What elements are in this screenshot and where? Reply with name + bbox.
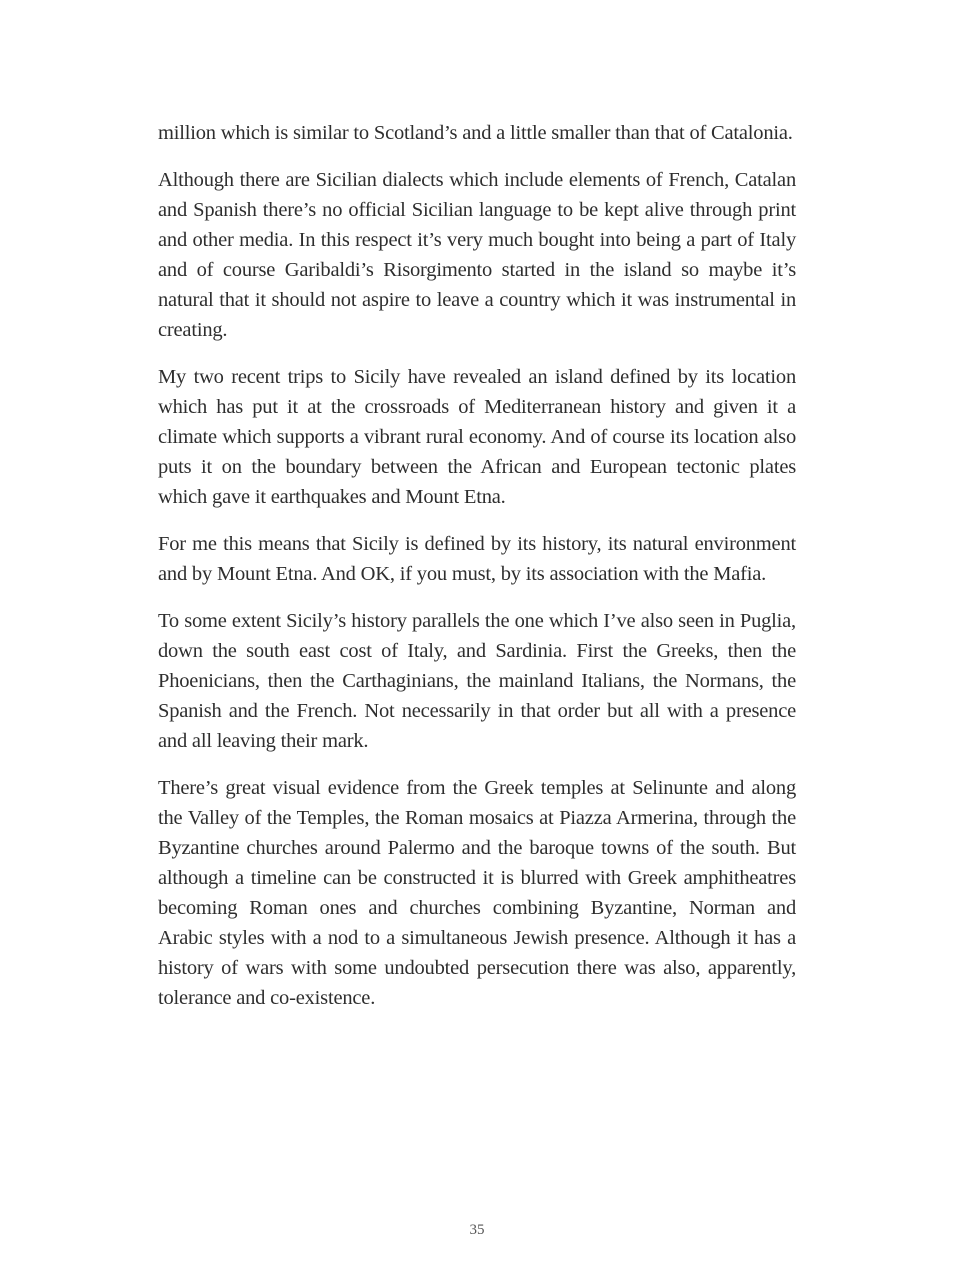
paragraph-defined-by: For me this means that Sicily is defined by its history, its natural environment and by Mount Etna. And OK, if you must, by its association with the Mafia. xyxy=(158,533,796,585)
paragraph-visual-evidence: There’s great visual evidence from the Greek temples at Selinunte and along the Valley of the Temples, the Roman mosaics at Piazza Armerina, through the Byzantine churches around Palermo and the baroque towns of the south. But although a timeline can be constructed it is blurred with Greek amphitheatres becoming Roman ones and churches combining Byzantine, Norman and Arabic styles with a nod to a simultaneous Jewish presence. Although it has a history of wars with some undoubted persecution there was also, apparently, tolerance and co-existence. xyxy=(158,777,796,1009)
paragraph-trips: My two recent trips to Sicily have revealed an island defined by its location which has put it at the crossroads of Mediterranean history and given it a climate which supports a vibrant rural economy. And of course its location also puts it on the boundary between the African and European tectonic plates which gave it earthquakes and Mount Etna. xyxy=(158,366,796,508)
paragraph-dialects: Although there are Sicilian dialects which include elements of French, Catalan and Spanish there’s no official Sicilian language to be kept alive through print and other media. In this respect it’s very much bought into being a part of Italy and of course Garibaldi’s Risorgimento started in the island so maybe it’s natural that it should not aspire to leave a country which it was instrumental in creating. xyxy=(158,169,796,341)
page-number: 35 xyxy=(469,1222,485,1238)
paragraph-population: million which is similar to Scotland’s and a little smaller than that of Catalonia. xyxy=(158,122,793,144)
paragraph-history-parallels: To some extent Sicily’s history parallels the one which I’ve also seen in Puglia, down the south east cost of Italy, and Sardinia. First the Greeks, then the Phoenicians, then the Carthaginians, the mainland Italians, the Normans, the Spanish and the French. Not necessarily in that order but all with a presence and all leaving their mark. xyxy=(158,610,796,752)
document-body xyxy=(158,118,796,1030)
